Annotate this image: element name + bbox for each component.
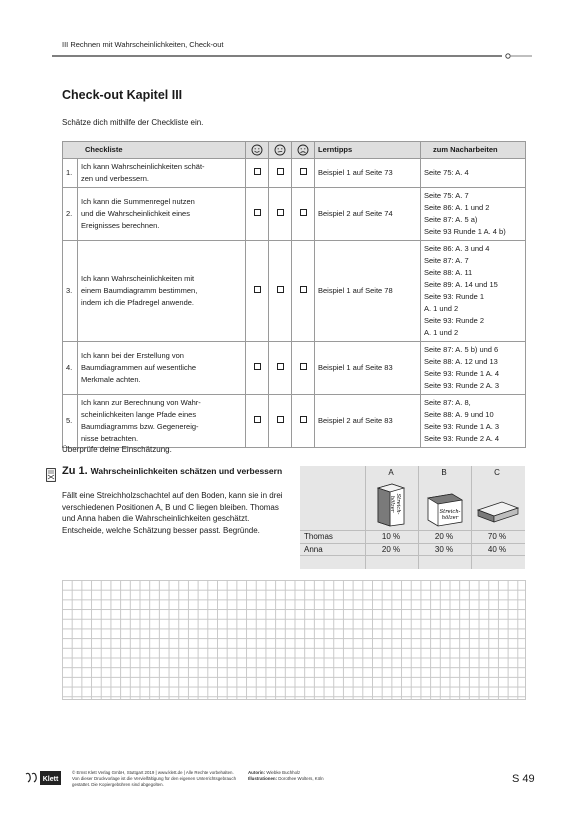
rework-item: Seite 75: A. 4 <box>424 168 469 177</box>
footer-copyright: © Ernst Klett Verlag GmbH, Stuttgart 2019 | www.klett.de | Alle Rechte vorbehalten. Von dieser Druckvorlage ist die Vervielfältigung für den eigenen Unterrichtsgebrauch gestattet. Die Kopiergebühren sind abgegolten. <box>72 770 237 787</box>
estimate-value: 20 % <box>434 532 454 541</box>
answer-grid[interactable] <box>62 580 526 700</box>
checkbox-neutral[interactable] <box>277 363 284 370</box>
checkbox-sad[interactable] <box>300 416 307 423</box>
rework-item: Seite 93: Runde 1 <box>424 292 485 301</box>
page-title: Check-out Kapitel III <box>62 88 183 102</box>
matchbox-side-icon <box>422 480 468 528</box>
learning-tip: Beispiel 1 auf Seite 73 <box>315 159 421 188</box>
task-heading <box>62 466 292 477</box>
checkbox-happy[interactable] <box>254 286 261 293</box>
checkbox-happy[interactable] <box>254 416 261 423</box>
rework-item: Seite 89: A. 14 und 15 <box>424 280 498 289</box>
rework-item: Seite 93: Runde 2 A. 3 <box>424 381 500 390</box>
competence-statement: Ich kann Wahrscheinlichkeiten mit einem Baumdiagramm bestimmen, indem ich die Pfadregel anwende. <box>78 241 246 342</box>
checklist-table <box>62 141 526 448</box>
intro-text: Schätze dich mithilfe der Checkliste ein. <box>62 118 204 127</box>
rating-cell-happy <box>246 241 269 342</box>
checkbox-happy[interactable] <box>254 168 261 175</box>
task-title: Wahrscheinlichkeiten schätzen und verbessern <box>90 466 283 476</box>
estimate-row <box>300 530 525 543</box>
competence-statement: Ich kann bei der Erstellung von Baumdiagrammen auf wesentliche Merkmale achten. <box>78 342 246 395</box>
rating-cell-sad <box>292 188 315 241</box>
column-label-a: A <box>388 468 394 477</box>
estimate-value: 70 % <box>487 532 507 541</box>
rework-item: Seite 86: A. 1 und 2 <box>424 203 490 212</box>
table-row <box>63 342 526 395</box>
row-number: 1. <box>63 159 78 188</box>
header-neutral <box>269 142 292 159</box>
estimate-value: 10 % <box>381 532 401 541</box>
rework-item: Seite 87: A. 5 a) <box>424 215 478 224</box>
checkbox-sad[interactable] <box>300 209 307 216</box>
rework-item: Seite 87: A. 7 <box>424 256 469 265</box>
task-text: Fällt eine Streichholzschachtel auf den Boden, kann sie in drei verschiedenen Positionen A, B und C liegen bleiben. Thomas und Anna haben die Wahrscheinlichkeiten geschätzt. Entscheide, welche Schätzung besser passt. Begründe. <box>62 491 283 535</box>
estimate-row <box>300 543 525 556</box>
rework-item: A. 1 und 2 <box>424 328 459 337</box>
table-row <box>63 241 526 342</box>
smiley-neutral-icon <box>274 144 286 156</box>
rating-cell-happy <box>246 342 269 395</box>
rating-cell-neutral <box>269 159 292 188</box>
rating-cell-happy <box>246 159 269 188</box>
rework-item: Seite 88: A. 9 und 10 <box>424 410 494 419</box>
checkbox-neutral[interactable] <box>277 416 284 423</box>
checkbox-neutral[interactable] <box>277 286 284 293</box>
row-number: 2. <box>63 188 78 241</box>
matchbox-flat-icon <box>474 480 522 528</box>
rework-item: Seite 93: Runde 2 A. 4 <box>424 434 500 443</box>
rework-cell <box>421 188 526 241</box>
estimator-name: Anna <box>304 545 323 554</box>
illustrator-name: Dorothee Wolters, Köln <box>278 776 324 781</box>
box-label-b: Streich-hölzer <box>439 509 461 521</box>
table-row <box>63 395 526 448</box>
estimate-value: 20 % <box>381 545 401 554</box>
task-number: Zu 1. <box>62 465 88 477</box>
competence-statement: Ich kann zur Berechnung von Wahr- scheinlichkeiten lange Pfade eines Baumdiagramms bzw. Gegenereig- nisse betrachten. <box>78 395 246 448</box>
rework-item: Seite 75: A. 7 <box>424 191 469 200</box>
estimator-name: Thomas <box>304 532 333 541</box>
table-header-row <box>63 142 526 159</box>
header-checklist: Checkliste <box>63 142 246 159</box>
page-number: S 49 <box>512 773 535 785</box>
header-sad <box>292 142 315 159</box>
checkbox-sad[interactable] <box>300 168 307 175</box>
rework-item: Seite 87: A. 8, <box>424 398 471 407</box>
header-rule <box>52 53 532 59</box>
learning-tip: Beispiel 1 auf Seite 83 <box>315 342 421 395</box>
estimate-value: 30 % <box>434 545 454 554</box>
header-happy <box>246 142 269 159</box>
header-tips: Lerntipps <box>315 142 421 159</box>
smiley-happy-icon <box>251 144 263 156</box>
rating-cell-neutral <box>269 241 292 342</box>
rework-item: Seite 93: Runde 2 <box>424 316 485 325</box>
rating-cell-neutral <box>269 395 292 448</box>
header-rework: zum Nacharbeiten <box>421 142 526 159</box>
rating-cell-sad <box>292 342 315 395</box>
row-number: 5. <box>63 395 78 448</box>
checkbox-happy[interactable] <box>254 363 261 370</box>
footer-credits: Autorin: Wiebke Buchholz Illustrationen: Dorothee Wolters, Köln <box>248 770 324 781</box>
estimate-value: 40 % <box>487 545 507 554</box>
estimate-panel <box>300 466 525 569</box>
competence-statement: Ich kann die Summenregel nutzen und die Wahrscheinlichkeit eines Ereignisses berechnen. <box>78 188 246 241</box>
rework-cell <box>421 159 526 188</box>
smiley-sad-icon <box>297 144 309 156</box>
box-label-a: Streich-hölzer <box>389 493 401 515</box>
learning-tip: Beispiel 2 auf Seite 74 <box>315 188 421 241</box>
checkbox-happy[interactable] <box>254 209 261 216</box>
rework-item: Seite 87: A. 5 b) und 6 <box>424 345 499 354</box>
rating-cell-sad <box>292 395 315 448</box>
learning-tip: Beispiel 1 auf Seite 78 <box>315 241 421 342</box>
row-number: 3. <box>63 241 78 342</box>
learning-tip: Beispiel 2 auf Seite 83 <box>315 395 421 448</box>
rework-item: Seite 93: Runde 1 A. 4 <box>424 369 500 378</box>
rework-item: Seite 93: Runde 1 A. 3 <box>424 422 500 431</box>
column-label-b: B <box>441 468 447 477</box>
checkbox-sad[interactable] <box>300 286 307 293</box>
rework-item: Seite 88: A. 11 <box>424 268 473 277</box>
klett-logo <box>24 770 62 786</box>
rating-cell-sad <box>292 241 315 342</box>
running-header: III Rechnen mit Wahrscheinlichkeiten, Check-out <box>62 40 224 49</box>
competence-statement: Ich kann Wahrscheinlichkeiten schät- zen und verbessern. <box>78 159 246 188</box>
rework-cell <box>421 241 526 342</box>
rework-item: A. 1 und 2 <box>424 304 459 313</box>
rating-cell-happy <box>246 188 269 241</box>
column-label-c: C <box>494 468 500 477</box>
rating-cell-happy <box>246 395 269 448</box>
logo-text: Klett <box>42 776 59 783</box>
rework-item: Seite 88: A. 12 und 13 <box>424 357 498 366</box>
author-name: Wiebke Buchholz <box>266 770 301 775</box>
rework-item: Seite 93 Runde 1 A. 4 b) <box>424 227 506 236</box>
review-instruction: Überprüfe deine Einschätzung. <box>62 445 172 454</box>
table-row <box>63 188 526 241</box>
worksheet-task-icon <box>46 468 56 482</box>
rating-cell-neutral <box>269 188 292 241</box>
checkbox-neutral[interactable] <box>277 168 284 175</box>
rating-cell-sad <box>292 159 315 188</box>
rework-item: Seite 86: A. 3 und 4 <box>424 244 490 253</box>
rework-cell <box>421 342 526 395</box>
row-number: 4. <box>63 342 78 395</box>
matchbox-standing-icon <box>370 480 412 528</box>
rework-cell <box>421 395 526 448</box>
checkbox-sad[interactable] <box>300 363 307 370</box>
rating-cell-neutral <box>269 342 292 395</box>
table-row <box>63 159 526 188</box>
checkbox-neutral[interactable] <box>277 209 284 216</box>
